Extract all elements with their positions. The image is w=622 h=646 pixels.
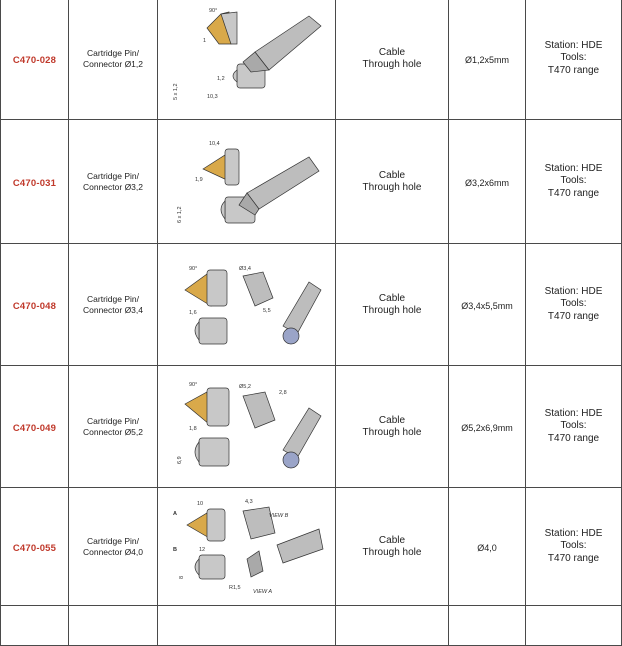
dimension-value: Ø3,2x6mm	[464, 177, 509, 188]
drawing-label: 90°	[188, 265, 197, 272]
table-row	[1, 366, 622, 488]
application-line-2: Through hole	[362, 426, 422, 438]
dimension-value: Ø5,2x6,9mm	[461, 422, 513, 433]
application-cell	[336, 120, 449, 244]
drawing-label: 4,3	[244, 498, 253, 505]
drawing-label: 1,9	[194, 176, 203, 183]
description-cell	[69, 244, 158, 366]
station-line-1: Station: HDE	[544, 407, 603, 419]
drawing-label: 1,8	[188, 425, 197, 432]
station-line-3: T470 range	[547, 64, 600, 76]
station-cell	[526, 120, 622, 244]
drawing-label: 5 x 1,2	[172, 82, 179, 100]
drawing-cell	[158, 120, 336, 244]
drawing-label: VIEW B	[268, 512, 288, 519]
dimension-cell	[449, 366, 526, 488]
drawing-label: A	[172, 510, 177, 517]
application-line-1: Cable	[378, 292, 406, 304]
drawing-label: 1	[202, 37, 206, 44]
drawing-label: Ø5,2	[238, 383, 251, 390]
desc-line-1: Cartridge Pin/	[87, 293, 139, 304]
station-line-3: T470 range	[547, 187, 600, 199]
drawing-label: 10,4	[208, 140, 220, 147]
desc-line-2: Connector Ø3,4	[82, 304, 143, 315]
application-line-2: Through hole	[362, 546, 422, 558]
application-line-1: Cable	[378, 46, 406, 58]
dimension-cell	[449, 0, 526, 120]
desc-line-1: Cartridge Pin/	[87, 535, 139, 546]
drawing-cell	[158, 488, 336, 606]
drawing-cell	[158, 366, 336, 488]
station-line-2: Tools:	[560, 420, 587, 432]
desc-line-2: Connector Ø3,2	[82, 181, 143, 192]
tip-drawing	[159, 0, 335, 118]
application-cell	[336, 244, 449, 366]
station-line-1: Station: HDE	[544, 285, 603, 297]
tip-drawing	[159, 123, 335, 241]
station-cell	[526, 366, 622, 488]
desc-line-2: Connector Ø1,2	[82, 58, 143, 69]
dimension-value: Ø3,4x5,5mm	[461, 300, 513, 311]
drawing-cell	[158, 0, 336, 120]
description-cell	[69, 0, 158, 120]
drawing-label: 90°	[188, 381, 197, 388]
tip-drawing	[159, 246, 335, 364]
table-row	[1, 120, 622, 244]
code-cell	[1, 488, 69, 606]
drawing-label: 6 x 1,2	[176, 205, 183, 223]
desc-line-1: Cartridge Pin/	[87, 47, 139, 58]
drawing-label: 6,9	[176, 455, 183, 464]
station-line-2: Tools:	[560, 52, 587, 64]
part-code: C470-049	[12, 422, 57, 434]
application-line-2: Through hole	[362, 304, 422, 316]
drawing-label: B	[172, 546, 177, 553]
station-cell	[526, 0, 622, 120]
drawing-label: 10	[196, 500, 203, 507]
station-line-3: T470 range	[547, 432, 600, 444]
empty-cell	[158, 606, 336, 646]
desc-line-1: Cartridge Pin/	[87, 415, 139, 426]
drawing-label: 5,5	[262, 307, 271, 314]
table-row	[1, 488, 622, 606]
application-line-2: Through hole	[362, 181, 422, 193]
description-cell	[69, 120, 158, 244]
drawing-label: 12	[198, 546, 205, 553]
drawing-label: VIEW A	[252, 588, 272, 595]
code-cell	[1, 366, 69, 488]
station-line-1: Station: HDE	[544, 162, 603, 174]
application-line-1: Cable	[378, 534, 406, 546]
description-cell	[69, 366, 158, 488]
drawing-label: 1,2	[216, 75, 225, 82]
description-cell	[69, 488, 158, 606]
station-line-3: T470 range	[547, 552, 600, 564]
application-cell	[336, 366, 449, 488]
tip-drawing	[159, 368, 335, 486]
station-line-1: Station: HDE	[544, 527, 603, 539]
table-row	[1, 606, 622, 646]
drawing-label: 2,8	[278, 389, 287, 396]
empty-cell	[1, 606, 69, 646]
station-cell	[526, 244, 622, 366]
empty-cell	[336, 606, 449, 646]
empty-cell	[449, 606, 526, 646]
station-line-2: Tools:	[560, 540, 587, 552]
part-code: C470-031	[12, 177, 57, 189]
part-code: C470-055	[12, 542, 57, 554]
drawing-label: 90°	[208, 7, 217, 14]
drawing-label: 1,6	[188, 309, 197, 316]
drawing-label: Ø3,4	[238, 265, 251, 272]
application-cell	[336, 488, 449, 606]
dimension-cell	[449, 488, 526, 606]
drawing-label: 10,3	[206, 93, 218, 100]
dimension-cell	[449, 120, 526, 244]
code-cell	[1, 244, 69, 366]
part-code: C470-028	[12, 54, 57, 66]
desc-line-2: Connector Ø4,0	[82, 546, 143, 557]
code-cell	[1, 0, 69, 120]
desc-line-2: Connector Ø5,2	[82, 426, 143, 437]
drawing-label: R1,5	[228, 584, 241, 591]
application-cell	[336, 0, 449, 120]
drawing-cell	[158, 244, 336, 366]
tip-drawing	[159, 489, 335, 605]
dimension-value: Ø4,0	[477, 542, 497, 553]
station-line-3: T470 range	[547, 310, 600, 322]
station-line-1: Station: HDE	[544, 39, 603, 51]
application-line-1: Cable	[378, 414, 406, 426]
dimension-cell	[449, 244, 526, 366]
drawing-label: 8	[178, 575, 185, 579]
application-line-1: Cable	[378, 169, 406, 181]
empty-cell	[526, 606, 622, 646]
empty-cell	[69, 606, 158, 646]
part-code: C470-048	[12, 300, 57, 312]
application-line-2: Through hole	[362, 58, 422, 70]
dimension-value: Ø1,2x5mm	[464, 54, 509, 65]
table-row	[1, 244, 622, 366]
station-line-2: Tools:	[560, 298, 587, 310]
desc-line-1: Cartridge Pin/	[87, 170, 139, 181]
station-cell	[526, 488, 622, 606]
table-row	[1, 0, 622, 120]
code-cell	[1, 120, 69, 244]
station-line-2: Tools:	[560, 175, 587, 187]
